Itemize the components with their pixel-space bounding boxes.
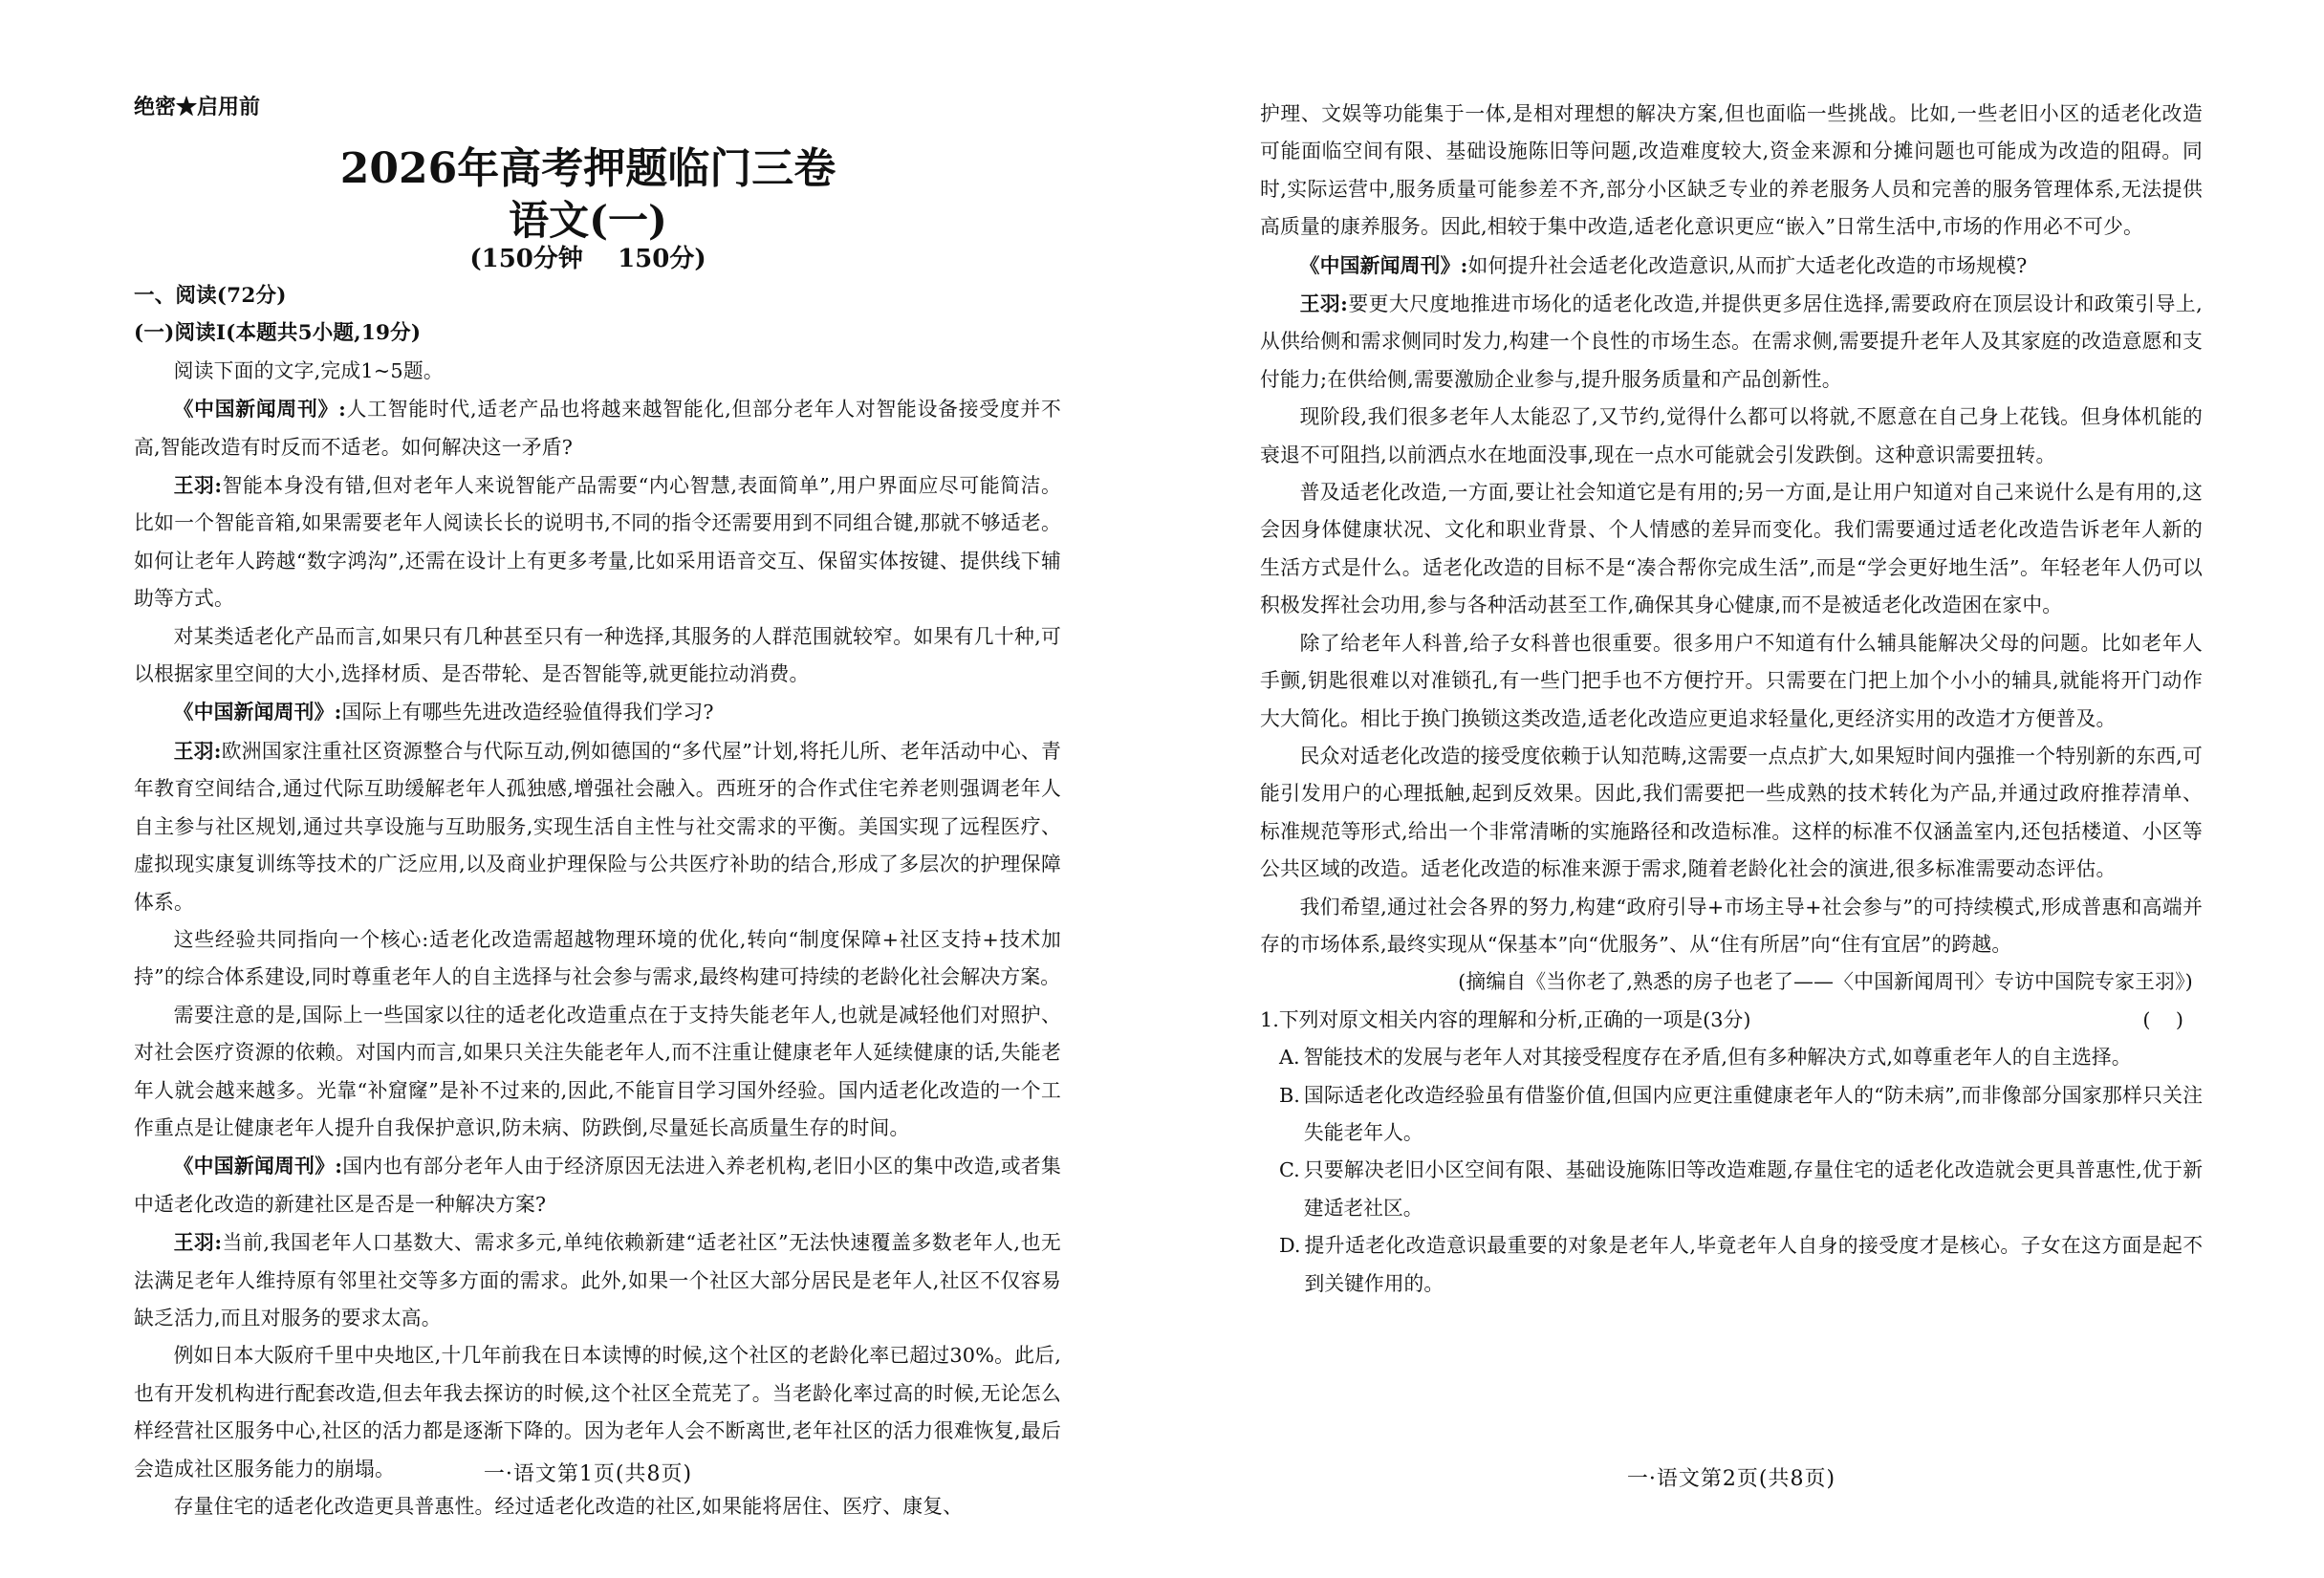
paragraph-text: 当前,我国老年人口基数大、需求多元,单纯依赖新建“适老社区”无法快速覆盖多数老年人,也无法满足老年人维持原有邻里社交等多方面的需求。此外,如果一个社区大部分居民是老年人,社区不仅容易缺乏活力,而且对服务的要求太高。 [134, 1231, 1061, 1329]
paragraph-text: 护理、文娱等功能集于一体,是相对理想的解决方案,但也面临一些挑战。比如,一些老旧小区的适老化改造可能面临空间有限、基础设施陈旧等问题,改造难度较大,资金来源和分摊问题也可能成为改造的阻碍。同时,实际运营中,服务质量可能参差不齐,部分小区缺乏专业的养老服务人员和完善的服务管理体系,无法提供高质量的康养服务。因此,相较于集中改造,适老化意识更应“嵌入”日常生活中,市场的作用必不可少。 [1260, 102, 2203, 239]
speaker: 《中国新闻周刊》: [173, 1154, 343, 1178]
paragraph-text: 这些经验共同指向一个核心:适老化改造需超越物理环境的优化,转向“制度保障+社区支持+技术加持”的综合体系建设,同时尊重老年人的自主选择与社会参与需求,最终构建可持续的老龄化社会解决方案。 [134, 927, 1061, 989]
paragraph [134, 1223, 1061, 1337]
option-text: 提升适老化改造意识最重要的对象是老年人,毕竟老年人自身的接受度才是核心。子女在这方面是起不到关键作用的。 [1304, 1234, 2203, 1295]
option-letter: A. [1279, 1046, 1300, 1070]
option-text: 智能技术的发展与老年人对其接受程度存在矛盾,但有多种解决方式,如尊重老年人的自主选择。 [1303, 1046, 2132, 1070]
paragraph-text: 如何提升社会适老化改造意识,从而扩大适老化改造的市场规模? [1467, 253, 2028, 277]
speaker: 王羽: [173, 738, 222, 763]
paragraph-text: 对某类适老化产品而言,如果只有几种甚至只有一种选择,其服务的人群范围就较窄。如果有几十种,可以根据家里空间的大小,选择材质、是否带轮、是否智能等,就更能拉动消费。 [134, 624, 1061, 686]
paragraph-text: 存量住宅的适老化改造更具普惠性。经过适老化改造的社区,如果能将居住、医疗、康复、 [173, 1495, 964, 1518]
question-1 [1260, 1002, 2203, 1039]
paragraph-text: 智能本身没有错,但对老年人来说智能产品需要“内心智慧,表面简单”,用户界面应尽可能简洁。比如一个智能音箱,如果需要老年人阅读长长的说明书,不同的指令还需要用到不同组合键,那就不够适老。如何让老年人跨越“数字鸿沟”,还需在设计上有更多考量,比如采用语音交互、保留实体按键、提供线下辅助等方式。 [134, 474, 1061, 611]
paragraph [134, 693, 1061, 731]
speaker: 王羽: [1299, 292, 1349, 316]
section-heading: 一、阅读(72分) [134, 284, 287, 308]
paragraph-text: 现阶段,我们很多老年人太能忍了,又节约,觉得什么都可以将就,不愿意在自己身上花钱。但身体机能的衰退不可阻挡,以前洒点水在地面没事,现在一点水可能就会引发跌倒。这种意识需要扭转。 [1260, 405, 2203, 466]
answer-bracket[interactable]: ( ) [2142, 1007, 2183, 1031]
paragraph [1260, 474, 2203, 625]
paragraph [1260, 247, 2203, 285]
paragraph [134, 466, 1061, 618]
paragraph [1260, 889, 2203, 964]
option-b[interactable] [1260, 1077, 2203, 1153]
paragraph [1260, 96, 2203, 247]
paragraph-text: 需要注意的是,国际上一些国家以往的适老化改造重点在于支持失能老年人,也就是减轻他们对照护、对社会医疗资源的依赖。对国内而言,如果只关注失能老年人,而不注重让健康老年人延续健康的话,失能老年人就会越来越多。光靠“补窟窿”是补不过来的,因此,不能盲目学习国外经验。国内适老化改造的一个工作重点是让健康老年人提升自我保护意识,防未病、防跌倒,尽量延长高质量生存的时间。 [134, 1003, 1061, 1139]
paragraph [134, 1147, 1061, 1223]
paragraph [134, 732, 1061, 921]
paragraph [1260, 625, 2203, 738]
page-1-body [134, 277, 1061, 1525]
option-c[interactable] [1260, 1152, 2203, 1227]
paragraph-text: 国际上有哪些先进改造经验值得我们学习? [341, 701, 714, 724]
paragraph [134, 997, 1061, 1148]
paragraph [134, 390, 1061, 466]
paragraph [134, 618, 1061, 694]
speaker: 王羽: [173, 473, 223, 498]
page-2-body [1260, 96, 2203, 1303]
question-stem: 1.下列对原文相关内容的理解和分析,正确的一项是(3分) [1260, 1007, 1751, 1031]
option-d[interactable] [1260, 1227, 2203, 1303]
paragraph-text: 普及适老化改造,一方面,要让社会知道它是有用的;另一方面,是让用户知道对自己来说什么是有用的,这会因身体健康状况、文化和职业背景、个人情感的差异而变化。我们需要通过适老化改造告诉老年人新的生活方式是什么。适老化改造的目标不是“凑合帮你完成生活”,而是“学会更好地生活”。年轻老年人仍可以积极发挥社会功用,参与各种活动甚至工作,确保其身心健康,而不是被适老化改造困在家中。 [1260, 481, 2203, 617]
paragraph-text: 要更大尺度地推进市场化的适老化改造,并提供更多居住选择,需要政府在顶层设计和政策引导上,从供给侧和需求侧同时发力,构建一个良性的市场生态。在需求侧,需要提升老年人及其家庭的改造意愿和支付能力;在供给侧,需要激励企业参与,提升服务质量和产品创新性。 [1260, 292, 2203, 391]
paragraph [1260, 738, 2203, 889]
paragraph [1260, 285, 2203, 399]
speaker: 《中国新闻周刊》: [173, 397, 346, 422]
paragraph [134, 1488, 1061, 1525]
paragraph-text: 人工智能时代,适老产品也将越来越智能化,但部分老年人对智能设备接受度并不高,智能改造有时反而不适老。如何解决这一矛盾? [134, 398, 1061, 459]
option-text: 国际适老化改造经验虽有借鉴价值,但国内应更注重健康老年人的“防未病”,而非像部分国家那样只关注失能老年人。 [1303, 1083, 2203, 1144]
subsection-heading: (一)阅读Ⅰ(本题共5小题,19分) [134, 321, 422, 346]
paragraph-text: 民众对适老化改造的接受度依赖于认知范畴,这需要一点点扩大,如果短时间内强推一个特别新的东西,可能引发用户的心理抵触,起到反效果。因此,我们需要把一些成熟的技术转化为产品,并通过政府推荐清单、标准规范等形式,给出一个非常清晰的实施路径和改造标准。这样的标准不仅涵盖室内,还包括楼道、小区等公共区域的改造。适老化改造的标准来源于需求,随着老龄化社会的演进,很多标准需要动态评估。 [1260, 744, 2203, 881]
page-1 [115, 0, 1061, 1578]
paragraph [1260, 399, 2203, 474]
option-letter: D. [1279, 1234, 1301, 1258]
option-text: 只要解决老旧小区空间有限、基础设施陈旧等改造难题,存量住宅的适老化改造就会更具普惠性,优于新建适老社区。 [1303, 1158, 2203, 1220]
page-footer: 一·语文第2页(共8页) [1626, 1467, 1836, 1491]
page-2 [1260, 0, 2203, 1578]
confidential-label: 绝密★启用前 [134, 95, 261, 119]
speaker: 《中国新闻周刊》: [1299, 252, 1468, 277]
paragraph-text: 国内也有部分老年人由于经济原因无法进入养老机构,老旧小区的集中改造,或者集中适老化改造的新建社区是否是一种解决方案? [134, 1155, 1061, 1216]
exam-subtitle: 语文(一) [509, 197, 667, 244]
exam-title: 2026年高考押题临门三卷 [339, 144, 836, 193]
option-letter: B. [1279, 1083, 1300, 1107]
option-a[interactable] [1260, 1039, 2203, 1076]
option-letter: C. [1279, 1158, 1300, 1182]
reading-instruction: 阅读下面的文字,完成1~5题。 [173, 358, 444, 382]
speaker: 《中国新闻周刊》: [173, 700, 342, 724]
time-and-score: (150分钟 150分) [469, 245, 706, 273]
paragraph-text: 我们希望,通过社会各界的努力,构建“政府引导+市场主导+社会参与”的可持续模式,形成普惠和高端并存的市场体系,最终实现从“保基本”向“优服务”、从“住有所居”向“住有宜居”的跨越。 [1260, 895, 2203, 956]
paragraph-text: 欧洲国家注重社区资源整合与代际互动,例如德国的“多代屋”计划,将托儿所、老年活动中心、青年教育空间结合,通过代际互助缓解老年人孤独感,增强社会融入。西班牙的合作式住宅养老则强调老年人自主参与社区规划,通过共享设施与互助服务,实现生活自主性与社交需求的平衡。美国实现了远程医疗、虚拟现实康复训练等技术的广泛应用,以及商业护理保险与公共医疗补助的结合,形成了多层次的护理保障体系。 [134, 739, 1061, 914]
paragraph [134, 921, 1061, 997]
speaker: 王羽: [173, 1230, 223, 1255]
source-citation: (摘编自《当你老了,熟悉的房子也老了——〈中国新闻周刊〉专访中国院专家王羽》) [1458, 970, 2193, 994]
paragraph-text: 例如日本大阪府千里中央地区,十几年前我在日本读博的时候,这个社区的老龄化率已超过30%。此后,也有开发机构进行配套改造,但去年我去探访的时候,这个社区全荒芜了。当老龄化率过高的时候,无论怎么样经营社区服务中心,社区的活力都是逐渐下降的。因为老年人会不断离世,老年社区的活力很难恢复,最后会造成社区服务能力的崩塌。 [134, 1344, 1061, 1481]
page-footer: 一·语文第1页(共8页) [483, 1462, 693, 1486]
paragraph-text: 除了给老年人科普,给子女科普也很重要。很多用户不知道有什么辅具能解决父母的问题。比如老年人手颤,钥匙很难以对准锁孔,有一些门把手也不方便拧开。只需要在门把上加个小小的辅具,就能将开门动作大大简化。相比于换门换锁这类改造,适老化改造应更追求轻量化,更经济实用的改造才方便普及。 [1260, 631, 2203, 730]
